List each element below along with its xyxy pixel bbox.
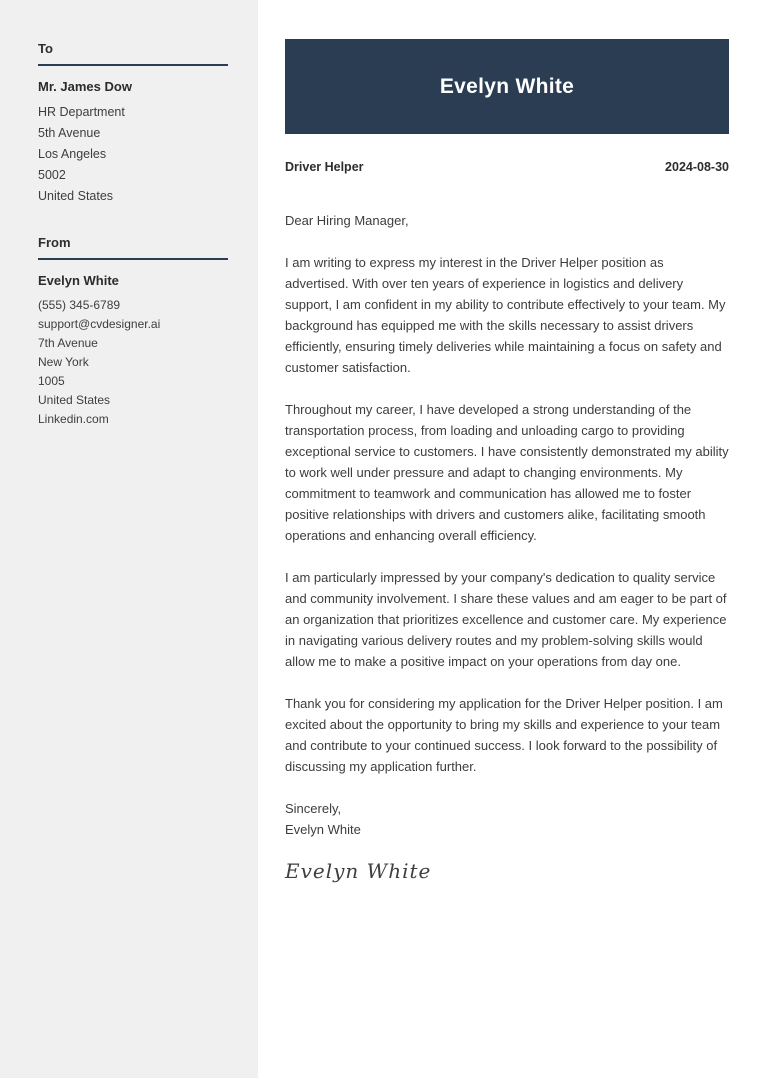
sender-contact-line: United States: [38, 393, 111, 407]
recipient-address-line: HR Department: [38, 105, 125, 119]
letter-date: 2024-08-30: [665, 160, 729, 174]
recipient-address-lines: [38, 102, 228, 207]
recipient-section: [38, 41, 228, 207]
letter-body: [285, 210, 730, 882]
letter-paragraph: I am writing to express my interest in the Driver Helper position as advertised. With over ten years of experience in logistics and delivery support, I am confident in my ability to contribute effectively to your team. My background has equipped me with the skills necessary to assist drivers efficiently, ensuring timely deliveries while maintaining a focus on safety and customer satisfaction.: [285, 255, 726, 375]
job-title: Driver Helper: [285, 160, 364, 174]
handwritten-signature: Evelyn White: [285, 859, 432, 883]
recipient-address-line: 5002: [38, 168, 66, 182]
sender-contact-line: support@cvdesigner.ai: [38, 317, 161, 331]
letter-paragraph: I am particularly impressed by your company's dedication to quality service and community involvement. I share these values and am eager to be part of an organization that prioritizes excellence and customer care. My experience in navigating various delivery routes and my problem-solving skills would allow me to make a positive impact on your operations from day one.: [285, 570, 727, 669]
sender-contact-line: 1005: [38, 374, 65, 388]
recipient-address-line: United States: [38, 189, 114, 203]
sender-name: Evelyn White: [38, 273, 119, 288]
contact-sidebar: [0, 0, 258, 1078]
closing-name: Evelyn White: [285, 822, 361, 837]
letter-paragraphs: [285, 252, 730, 777]
letter-paragraph: Thank you for considering my application for the Driver Helper position. I am excited about the opportunity to bring my skills and experience to your team and contribute to your continued success. I look forward to the possibility of discussing my application further.: [285, 696, 723, 774]
from-heading: From: [38, 235, 71, 250]
recipient-name: Mr. James Dow: [38, 79, 132, 94]
letter-content: [258, 0, 768, 1078]
from-divider: [38, 258, 228, 260]
sender-section: [38, 235, 228, 429]
recipient-address-line: 5th Avenue: [38, 126, 101, 140]
sender-contact-line: Linkedin.com: [38, 412, 109, 426]
sender-contact-line: 7th Avenue: [38, 336, 98, 350]
salutation: Dear Hiring Manager,: [285, 213, 409, 228]
sender-contact-lines: [38, 296, 228, 429]
name-banner: [285, 39, 729, 134]
sender-contact-line: New York: [38, 355, 89, 369]
letter-meta-row: [285, 160, 729, 174]
closing-block: [285, 798, 730, 840]
applicant-name: Evelyn White: [439, 74, 575, 98]
closing-word: Sincerely,: [285, 801, 342, 816]
sender-contact-line: (555) 345-6789: [38, 298, 121, 312]
recipient-address-line: Los Angeles: [38, 147, 107, 161]
to-divider: [38, 64, 228, 66]
letter-paragraph: Throughout my career, I have developed a strong understanding of the transportation process, from loading and unloading cargo to providing exceptional service to customers. I have consistently demonstrated my ability to work well under pressure and adapt to changing environments. My commitment to teamwork and communication has allowed me to foster positive relationships with drivers and customers alike, facilitating smooth operations and enhancing overall efficiency.: [285, 402, 729, 543]
to-heading: To: [38, 41, 53, 56]
